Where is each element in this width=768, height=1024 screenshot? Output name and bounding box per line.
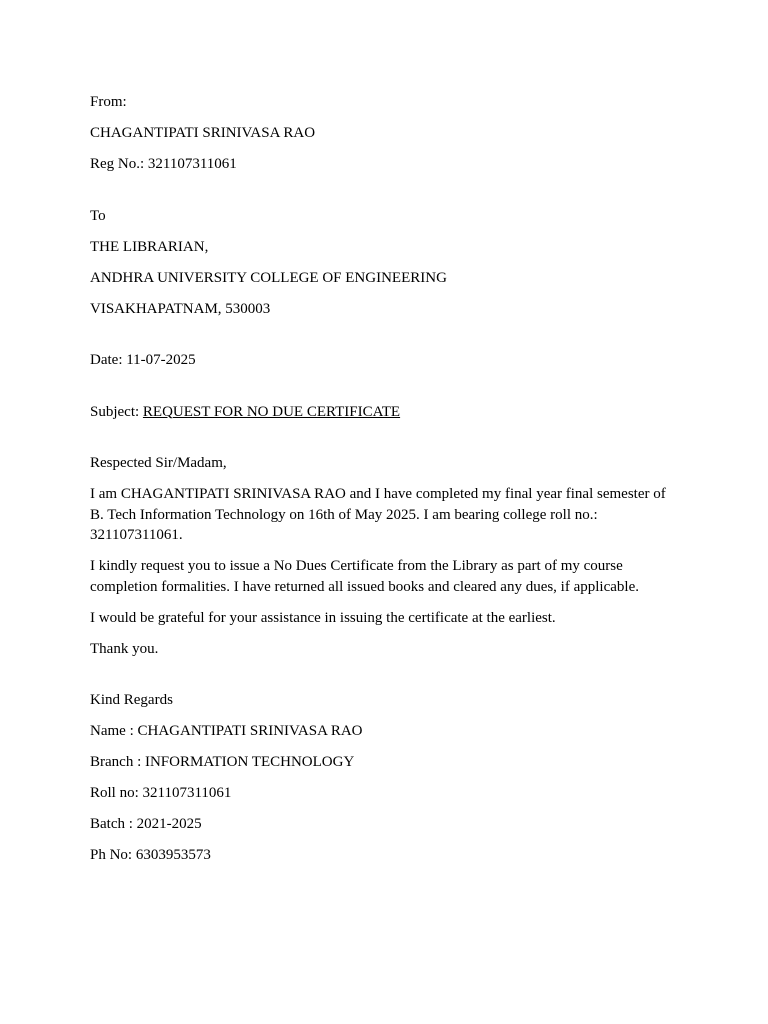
signature-batch: Batch : 2021-2025 (90, 816, 202, 832)
to-label: To (90, 207, 106, 224)
letter-body (90, 92, 682, 866)
thank-you: Thank you. (90, 640, 159, 657)
body-paragraph-3: I would be grateful for your assistance in issuing the certificate at the earliest. (90, 609, 556, 626)
recipient-institution: ANDHRA UNIVERSITY COLLEGE OF ENGINEERING (90, 269, 447, 286)
subject-label: Subject: (90, 403, 143, 420)
sender-name: CHAGANTIPATI SRINIVASA RAO (90, 125, 316, 141)
letter-date: Date: 11-07-2025 (90, 352, 196, 368)
sender-reg-no: Reg No.: 321107311061 (90, 156, 237, 172)
signature-branch: Branch : INFORMATION TECHNOLOGY (90, 754, 355, 770)
from-label: From: (90, 94, 127, 110)
signature-phone: Ph No: 6303953573 (90, 847, 211, 863)
signature-roll-no: Roll no: 321107311061 (90, 785, 232, 801)
closing-regards: Kind Regards (90, 692, 173, 708)
signature-name: Name : CHAGANTIPATI SRINIVASA RAO (90, 723, 363, 739)
body-paragraph-2: I kindly request you to issue a No Dues Certificate from the Library as part of my course completion formalities. I have returned all issued books and cleared any dues, if applicable. (90, 558, 639, 595)
body-paragraph-1: I am CHAGANTIPATI SRINIVASA RAO and I have completed my final year final semester of B. Tech Information Technology on 16th of May 2025. I am bearing college roll no.: 321107311061. (90, 486, 666, 543)
subject-line (90, 402, 682, 423)
recipient-title: THE LIBRARIAN, (90, 238, 209, 255)
salutation: Respected Sir/Madam, (90, 455, 227, 471)
recipient-address: VISAKHAPATNAM, 530003 (90, 300, 271, 317)
subject-text: REQUEST FOR NO DUE CERTIFICATE (142, 403, 401, 420)
